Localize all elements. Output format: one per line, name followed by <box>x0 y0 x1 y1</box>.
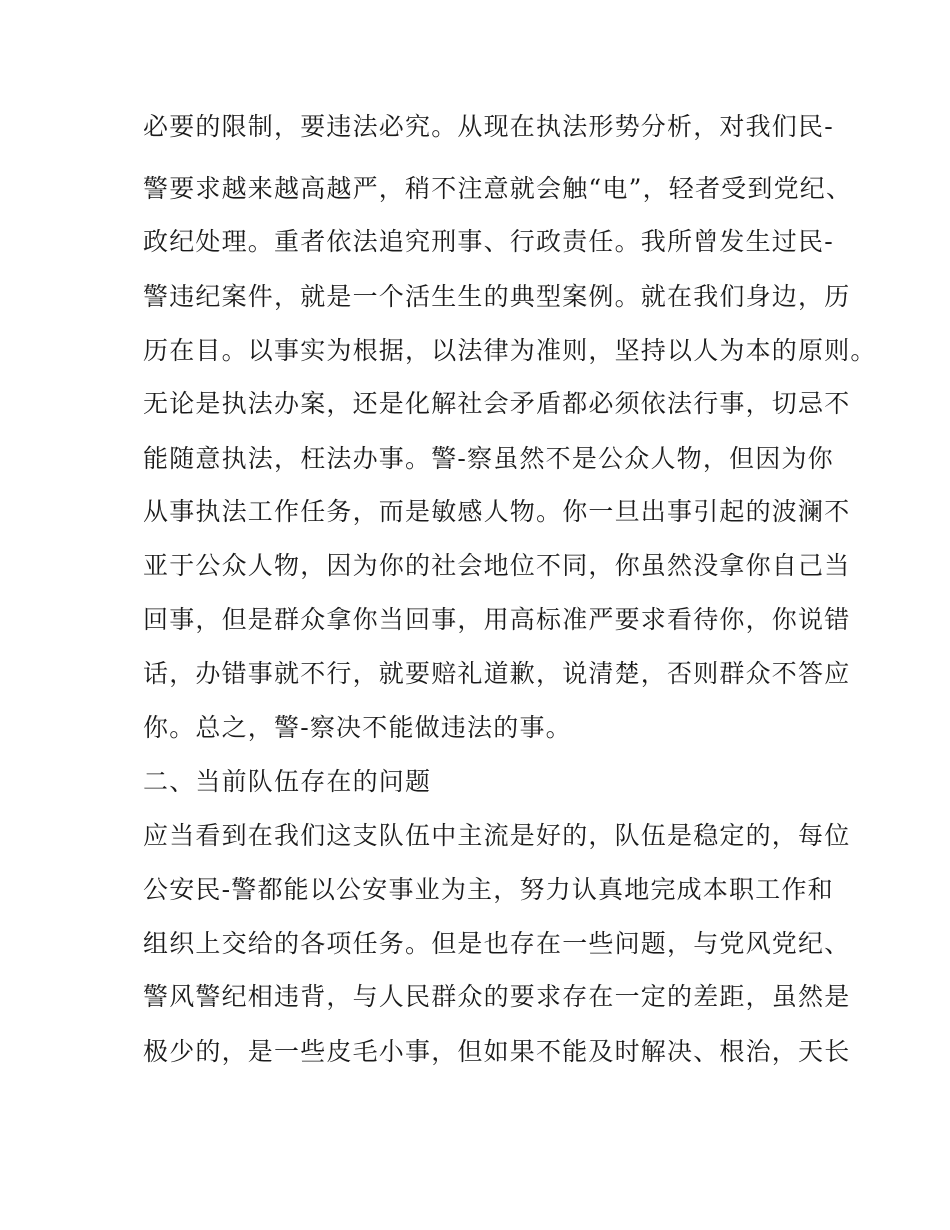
text-line: 话，办错事就不行，就要赔礼道歉，说清楚，否则群众不答应 <box>143 659 851 688</box>
text-line: 能随意执法，枉法办事。警-察虽然不是公众人物，但因为你 <box>143 444 834 473</box>
text-line: 无论是执法办案，还是化解社会矛盾都必须依法行事，切忌不 <box>143 389 851 418</box>
text-line: 必要的限制，要违法必究。从现在执法形势分析，对我们民- <box>143 112 834 141</box>
text-line: 极少的，是一些皮毛小事，但如果不能及时解决、根治，天长 <box>143 1037 851 1066</box>
text-line: 警风警纪相违背，与人民群众的要求存在一定的差距，虽然是 <box>143 982 851 1011</box>
section-heading: 二、当前队伍存在的问题 <box>143 767 432 796</box>
text-line: 从事执法工作任务，而是敏感人物。你一旦出事引起的波澜不 <box>143 497 851 526</box>
text-line: 亚于公众人物，因为你的社会地位不同，你虽然没拿你自己当 <box>143 551 851 580</box>
text-line: 公安民-警都能以公安事业为主，努力认真地完成本职工作和 <box>143 875 834 904</box>
text-line: 政纪处理。重者依法追究刑事、行政责任。我所曾发生过民- <box>143 227 834 256</box>
text-line: 警要求越来越高越严，稍不注意就会触“电”，轻者受到党纪、 <box>143 174 853 203</box>
text-line: 组织上交给的各项任务。但是也存在一些问题，与党风党纪、 <box>143 929 851 958</box>
text-line: 你。总之，警-察决不能做违法的事。 <box>143 713 572 742</box>
text-line: 历在目。以事实为根据，以法律为准则，坚持以人为本的原则。 <box>143 336 877 365</box>
text-line: 回事，但是群众拿你当回事，用高标准严要求看待你，你说错 <box>143 605 851 634</box>
text-line: 警违纪案件，就是一个活生生的典型案例。就在我们身边，历 <box>143 282 851 311</box>
text-line: 应当看到在我们这支队伍中主流是好的，队伍是稳定的，每位 <box>143 821 851 850</box>
